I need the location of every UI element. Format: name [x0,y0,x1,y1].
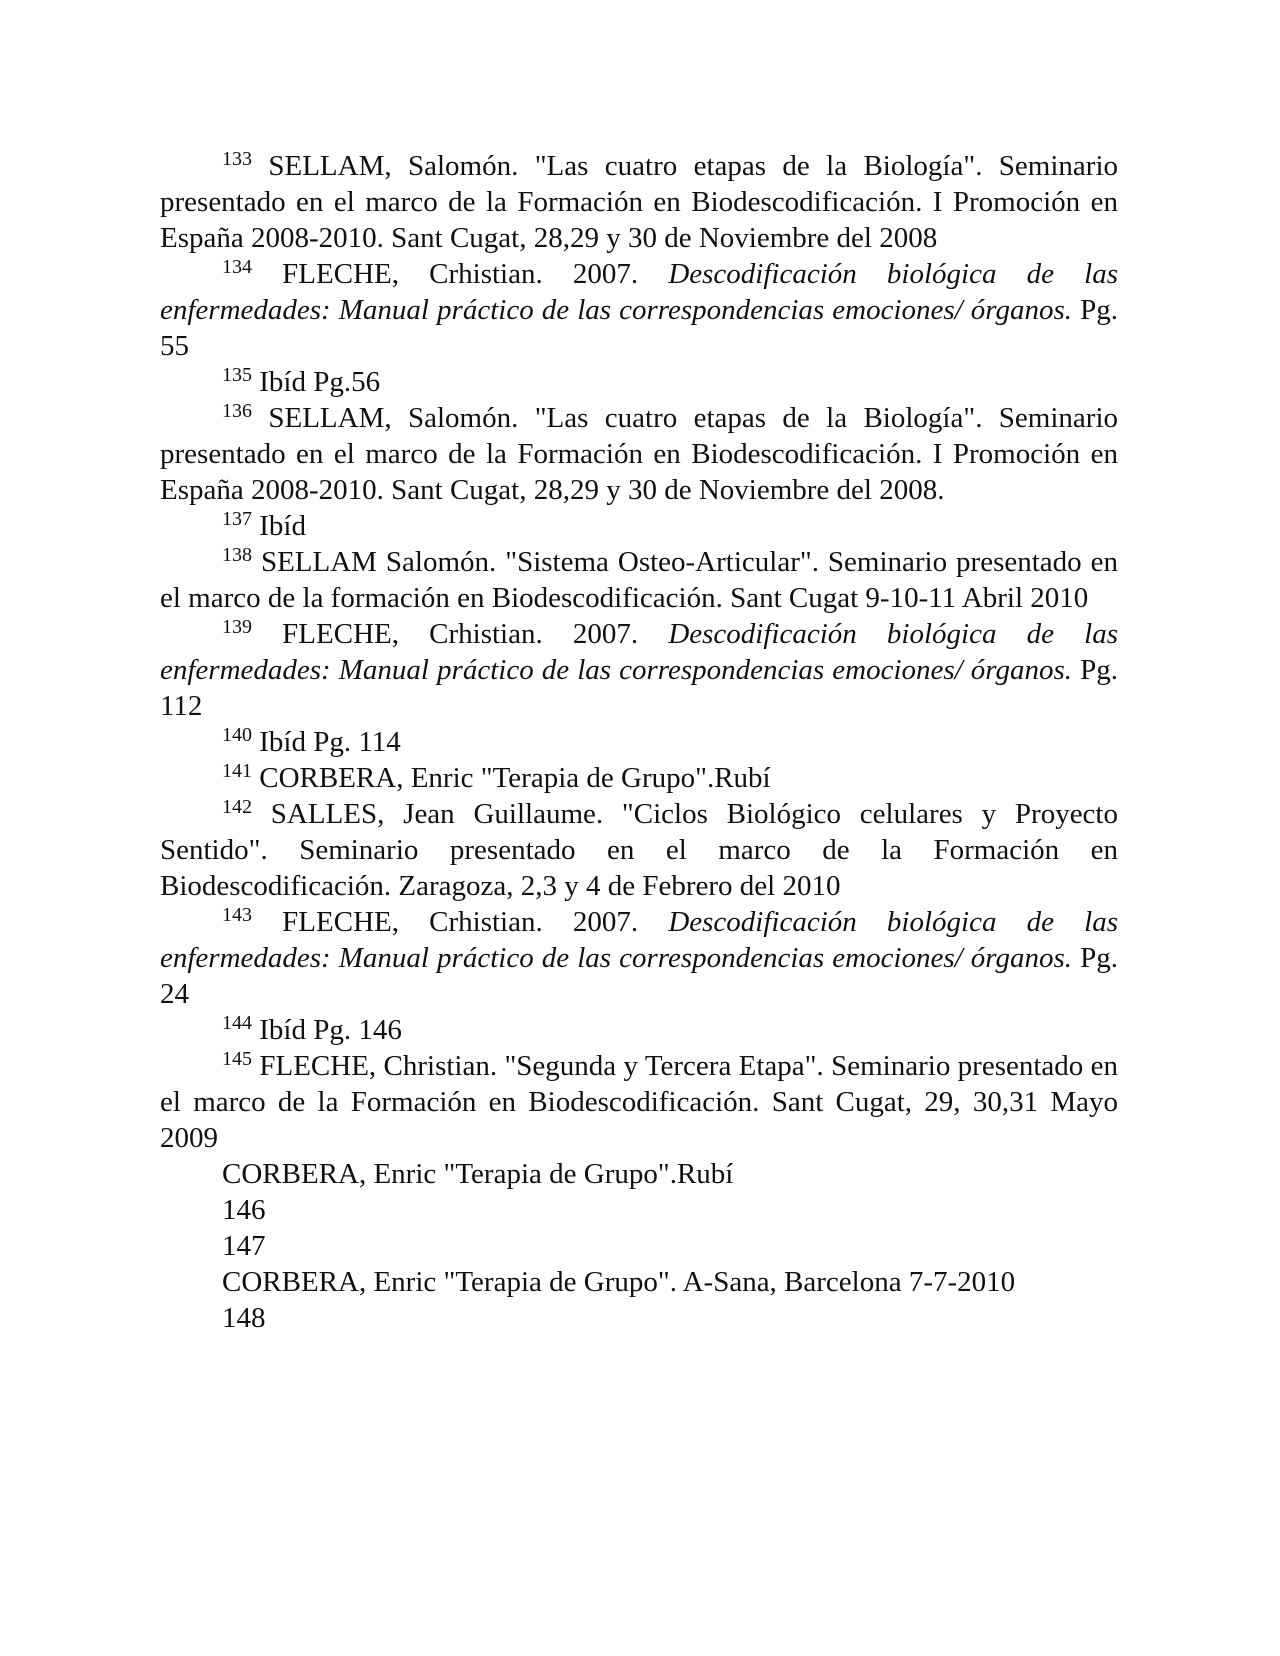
trailing-line: CORBERA, Enric "Terapia de Grupo".Rubí [222,1158,734,1190]
footnote-text: Pg. 24 [160,942,1118,1010]
footnote-144 [160,1012,1118,1048]
footnote-141 [160,760,1118,796]
footnote-text: FLECHE, Crhistian. 2007. [282,618,669,650]
trailing-line: 148 [222,1302,266,1334]
footnote-135 [160,364,1118,400]
footnote-136 [160,400,1118,508]
document-page [160,148,1118,1336]
footnote-text: Pg. 112 [160,654,1118,722]
footnote-140 [160,724,1118,760]
footnote-italic-title: Descodificación biológica de las enfermedades: Manual práctico de las correspondencias emociones/ órganos. [160,258,1119,326]
footnote-134 [160,256,1118,364]
footnote-text: FLECHE, Crhistian. 2007. [282,258,669,290]
trailing-line: CORBERA, Enric "Terapia de Grupo". A-Sana, Barcelona 7-7-2010 [222,1266,1016,1298]
footnote-139 [160,616,1118,724]
footnote-137 [160,508,1118,544]
footnote-text: Pg. 55 [160,294,1118,362]
trailing-line: 147 [222,1230,266,1262]
footnote-number: 138 [222,544,252,566]
footnote-133 [160,148,1118,256]
footnote-text: SELLAM Salomón. "Sistema Osteo-Articular". Seminario presentado en el marco de la formación en Biodescodificación. Sant Cugat 9-10-11 Abril 2010 [160,546,1119,614]
footnote-number: 144 [222,1012,252,1034]
footnote-text: Ibíd Pg.56 [259,366,381,398]
footnote-text: CORBERA, Enric "Terapia de Grupo".Rubí [259,762,771,794]
footnote-text: SELLAM, Salomón. "Las cuatro etapas de la Biología". Seminario presentado en el marco de la Formación en Biodescodificación. I Promoción en España 2008-2010. Sant Cugat, 28,29 y 30 de Noviembre del 2008 [160,150,1119,254]
footnote-number: 134 [222,256,252,278]
footnote-text: FLECHE, Crhistian. 2007. [282,906,669,938]
footnote-number: 133 [222,148,252,170]
footnote-number: 135 [222,364,252,386]
footnote-number: 136 [222,400,252,422]
footnote-number: 139 [222,616,252,638]
footnote-number: 143 [222,904,252,926]
footnote-number: 145 [222,1048,252,1070]
footnote-number: 137 [222,508,252,530]
footnote-text: SELLAM, Salomón. "Las cuatro etapas de la Biología". Seminario presentado en el marco de la Formación en Biodescodificación. I Promoción en España 2008-2010. Sant Cugat, 28,29 y 30 de Noviembre del 2008. [160,402,1119,506]
footnote-number: 141 [222,760,252,782]
footnote-143 [160,904,1118,1012]
footnote-number: 140 [222,724,252,746]
footnote-text: SALLES, Jean Guillaume. "Ciclos Biológico celulares y Proyecto Sentido". Seminario presentado en el marco de la Formación en Biodescodificación. Zaragoza, 2,3 y 4 de Febrero del 2010 [160,798,1118,902]
trailing-line: 146 [222,1194,266,1226]
footnote-text: Ibíd [259,510,306,542]
footnote-italic-title: Descodificación biológica de las enfermedades: Manual práctico de las correspondencias emociones/ órganos. [160,618,1119,686]
footnote-number: 142 [222,796,252,818]
footnote-text: Ibíd Pg. 114 [259,726,401,758]
footnote-text: FLECHE, Christian. "Segunda y Tercera Etapa". Seminario presentado en el marco de la Formación en Biodescodificación. Sant Cugat, 29, 30,31 Mayo 2009 [160,1050,1119,1154]
footnote-text: Ibíd Pg. 146 [259,1014,402,1046]
footnote-145 [160,1048,1118,1156]
footnote-138 [160,544,1118,616]
footnote-142 [160,796,1118,904]
footnote-italic-title: Descodificación biológica de las enfermedades: Manual práctico de las correspondencias emociones/ órganos. [160,906,1119,974]
